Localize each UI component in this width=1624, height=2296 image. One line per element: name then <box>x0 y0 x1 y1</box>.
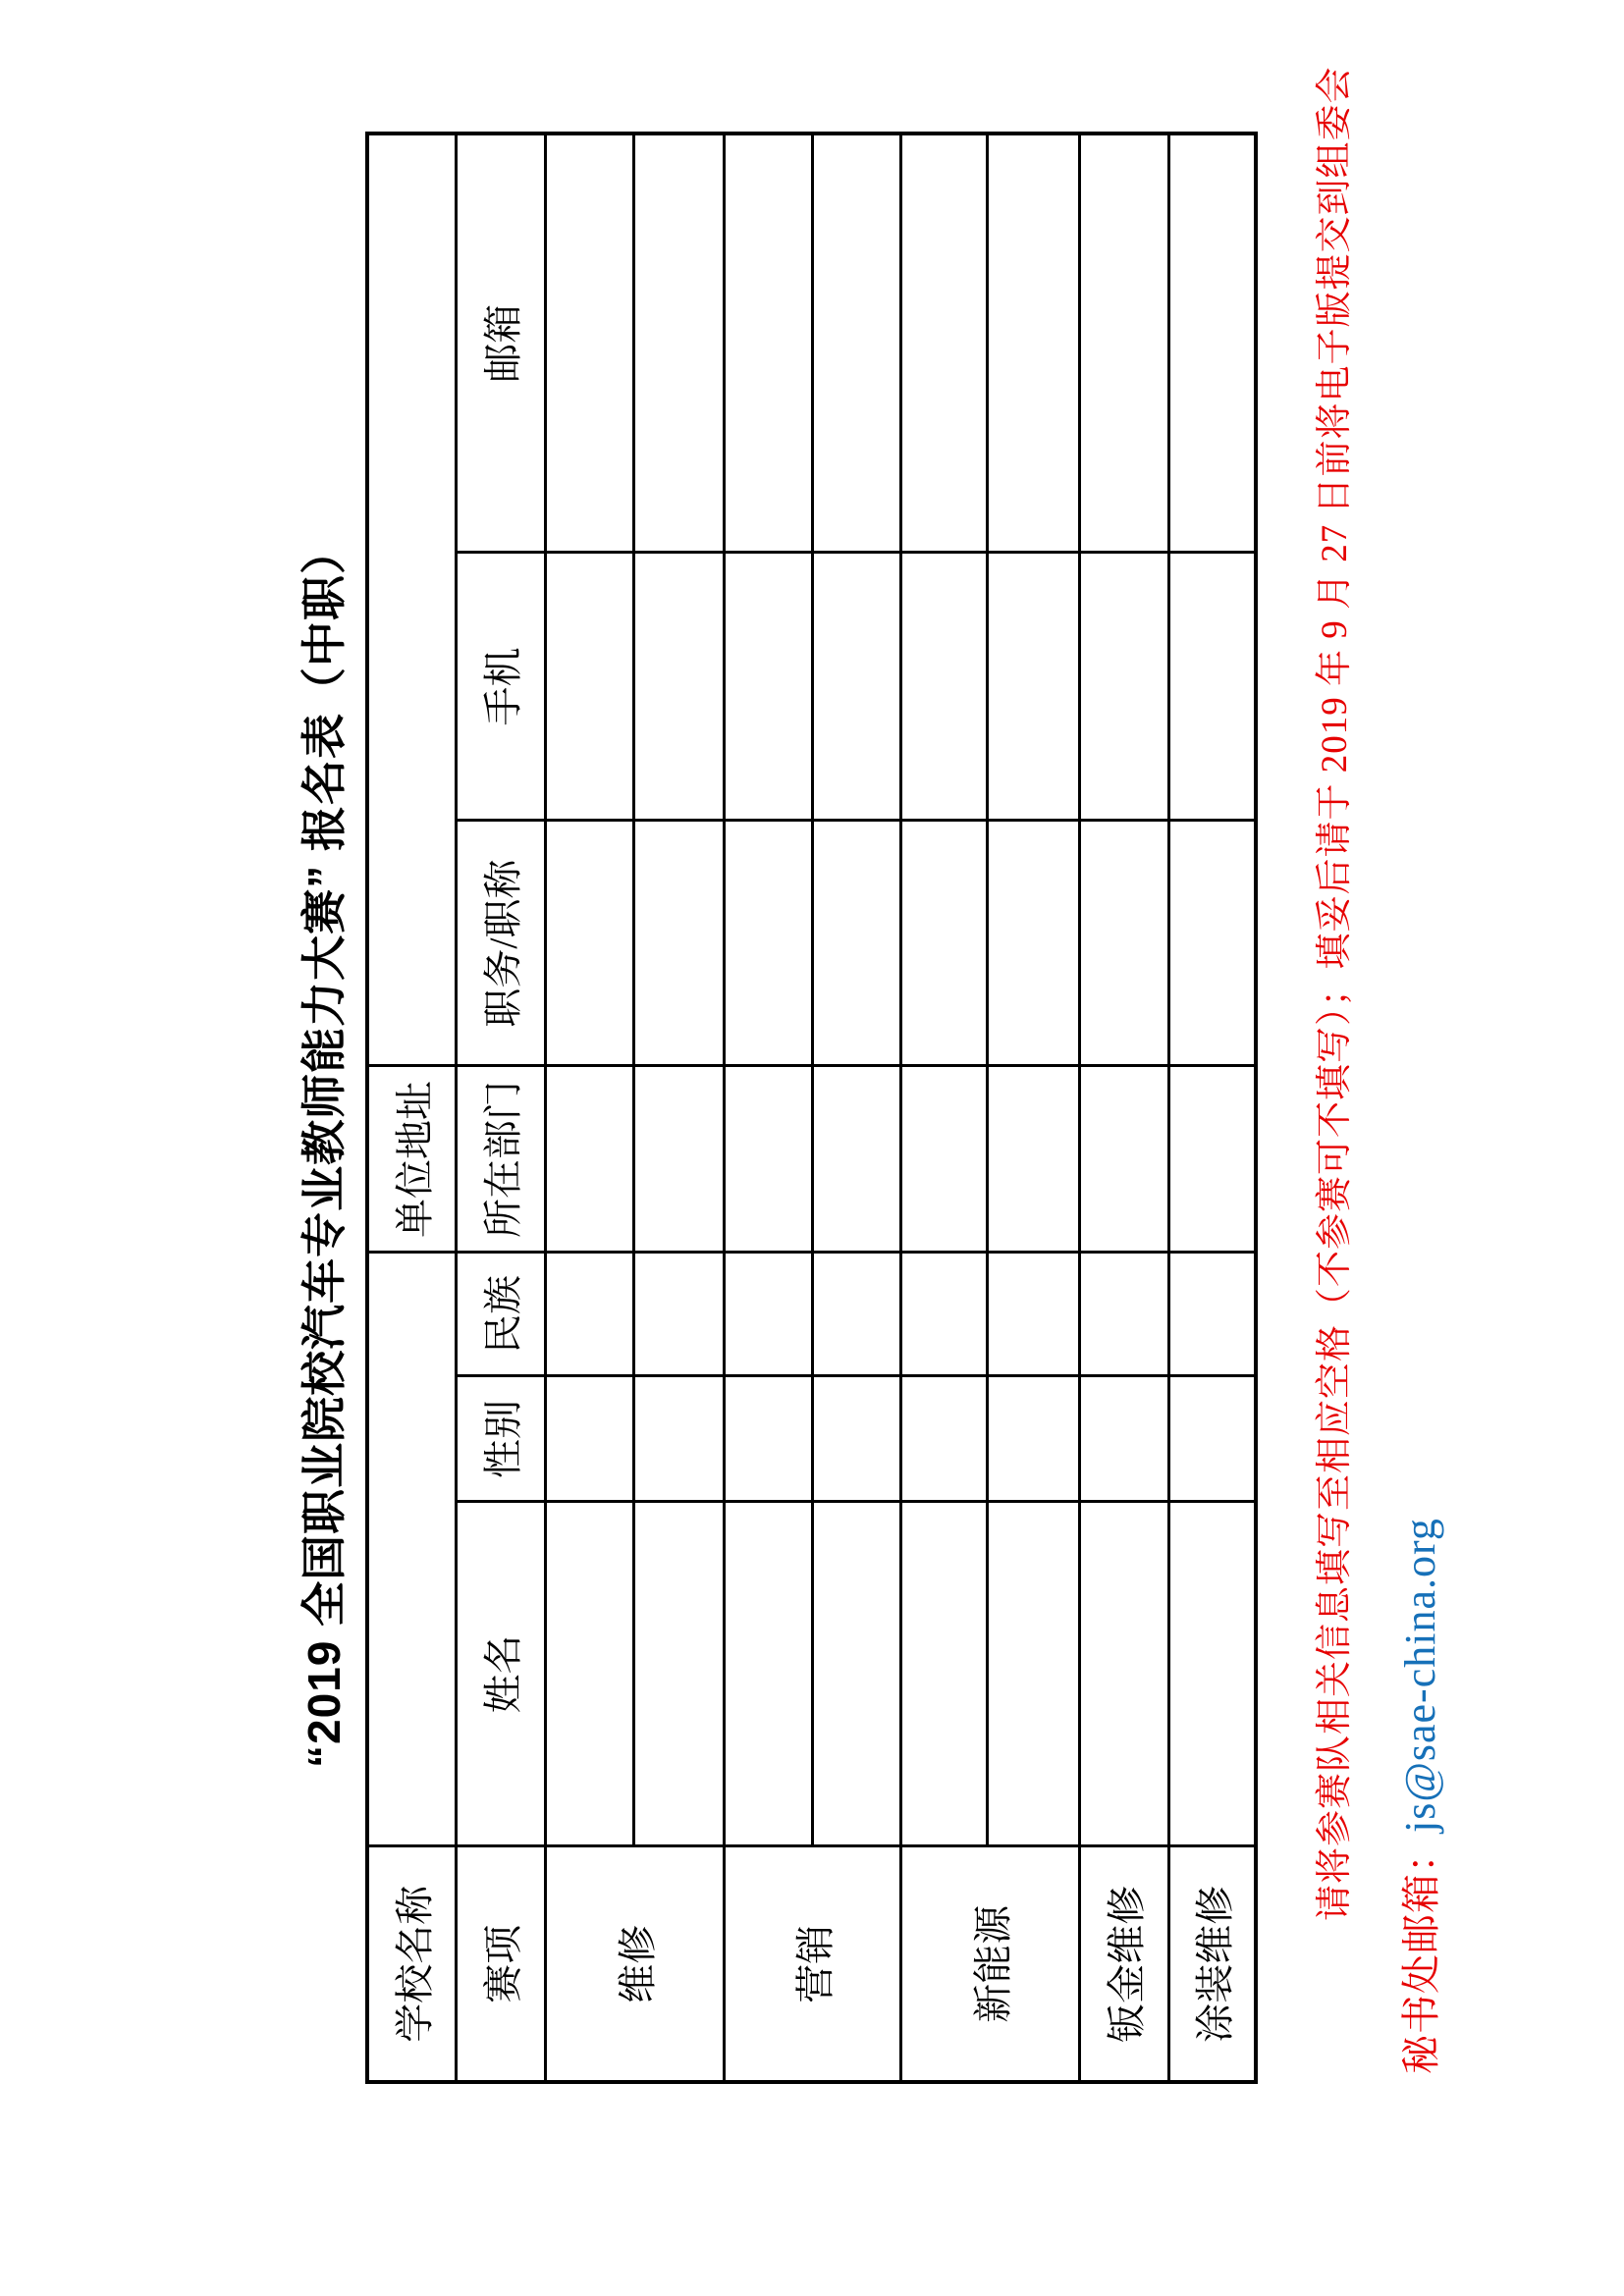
note-secretariat-email <box>1390 1518 1446 2074</box>
entry-cell <box>1079 1253 1168 1376</box>
header-cell-position-title: 职务/职称 <box>456 821 545 1066</box>
entry-row <box>812 133 900 2082</box>
school-name-value-cell <box>367 1253 456 1846</box>
entry-cell <box>633 1253 724 1376</box>
entry-cell <box>987 553 1079 821</box>
entry-cell <box>545 133 633 553</box>
entry-cell <box>1168 1066 1256 1253</box>
entry-cell <box>633 1502 724 1846</box>
entry-cell <box>545 1253 633 1376</box>
note-fill-instructions: 请将参赛队相关信息填写至相应空格（不参赛可不填写）；填妥后请于 2019 年 9 月 27 日前将电子版提交到组委会 <box>1315 66 1355 1921</box>
entry-cell <box>1168 133 1256 553</box>
entry-cell <box>633 1066 724 1253</box>
entry-cell <box>545 1376 633 1502</box>
header-cell-department: 所在部门 <box>456 1066 545 1253</box>
entry-cell <box>812 133 900 553</box>
entry-cell <box>900 1066 987 1253</box>
entry-cell <box>987 821 1079 1066</box>
school-name-label: 学校名称 <box>367 1846 456 2082</box>
header-cell-event: 赛项 <box>456 1846 545 2082</box>
entry-cell <box>633 133 724 553</box>
entry-cell <box>987 1066 1079 1253</box>
registration-form-table <box>365 132 1258 2084</box>
event-cell-new-energy: 新能源 <box>900 1846 1079 2082</box>
entry-row <box>545 133 633 2082</box>
entry-cell <box>1168 821 1256 1066</box>
entry-row <box>633 133 724 2082</box>
entry-cell <box>987 1253 1079 1376</box>
entry-cell <box>900 1376 987 1502</box>
entry-cell <box>724 821 812 1066</box>
entry-cell <box>724 133 812 553</box>
header-cell-mobile: 手机 <box>456 553 545 821</box>
entry-cell <box>987 133 1079 553</box>
event-cell-sheet-metal-repair: 钣金维修 <box>1079 1846 1168 2082</box>
entry-cell <box>1168 553 1256 821</box>
entry-cell <box>1079 821 1168 1066</box>
entry-cell <box>1079 1502 1168 1846</box>
header-cell-email: 邮箱 <box>456 133 545 553</box>
entry-cell <box>900 553 987 821</box>
entry-row <box>900 133 987 2082</box>
entry-cell <box>812 1066 900 1253</box>
entry-row <box>987 133 1079 2082</box>
entry-cell <box>545 821 633 1066</box>
header-cell-gender: 性别 <box>456 1376 545 1502</box>
entry-cell <box>812 1502 900 1846</box>
entry-cell <box>812 1253 900 1376</box>
entry-cell <box>987 1376 1079 1502</box>
entry-cell <box>812 1376 900 1502</box>
header-cell-name: 姓名 <box>456 1502 545 1846</box>
entry-cell <box>1079 1066 1168 1253</box>
header-row <box>456 133 545 2082</box>
entry-cell <box>900 133 987 553</box>
entry-cell <box>900 1253 987 1376</box>
secretariat-email-link[interactable]: js@sae-china.org <box>1396 1518 1444 1833</box>
page-title: “2019 全国职业院校汽车专业教师能力大赛” 报名表（中职） <box>298 528 350 1768</box>
secretariat-email-label: 秘书处邮箱： <box>1399 1833 1443 2074</box>
entry-cell <box>724 1066 812 1253</box>
entry-cell <box>633 553 724 821</box>
school-address-row <box>367 133 456 2082</box>
event-cell-marketing: 营销 <box>724 1846 900 2082</box>
entry-cell <box>1079 1376 1168 1502</box>
event-cell-painting-repair: 涂装维修 <box>1168 1846 1256 2082</box>
entry-cell <box>724 1253 812 1376</box>
entry-cell <box>545 553 633 821</box>
entry-cell <box>724 553 812 821</box>
entry-cell <box>987 1502 1079 1846</box>
entry-cell <box>812 821 900 1066</box>
entry-cell <box>900 821 987 1066</box>
unit-address-label: 单位地址 <box>367 1066 456 1253</box>
entry-cell <box>812 553 900 821</box>
entry-row <box>1168 133 1256 2082</box>
event-cell-repair: 维修 <box>545 1846 724 2082</box>
entry-cell <box>545 1066 633 1253</box>
entry-cell <box>724 1502 812 1846</box>
entry-row <box>724 133 812 2082</box>
entry-cell <box>724 1376 812 1502</box>
entry-cell <box>1168 1253 1256 1376</box>
entry-row <box>1079 133 1168 2082</box>
entry-cell <box>1079 133 1168 553</box>
entry-cell <box>900 1502 987 1846</box>
entry-cell <box>1079 553 1168 821</box>
unit-address-value-cell <box>367 133 456 1066</box>
entry-cell <box>1168 1502 1256 1846</box>
header-cell-ethnicity: 民族 <box>456 1253 545 1376</box>
entry-cell <box>545 1502 633 1846</box>
entry-cell <box>1168 1376 1256 1502</box>
entry-cell <box>633 821 724 1066</box>
entry-cell <box>633 1376 724 1502</box>
